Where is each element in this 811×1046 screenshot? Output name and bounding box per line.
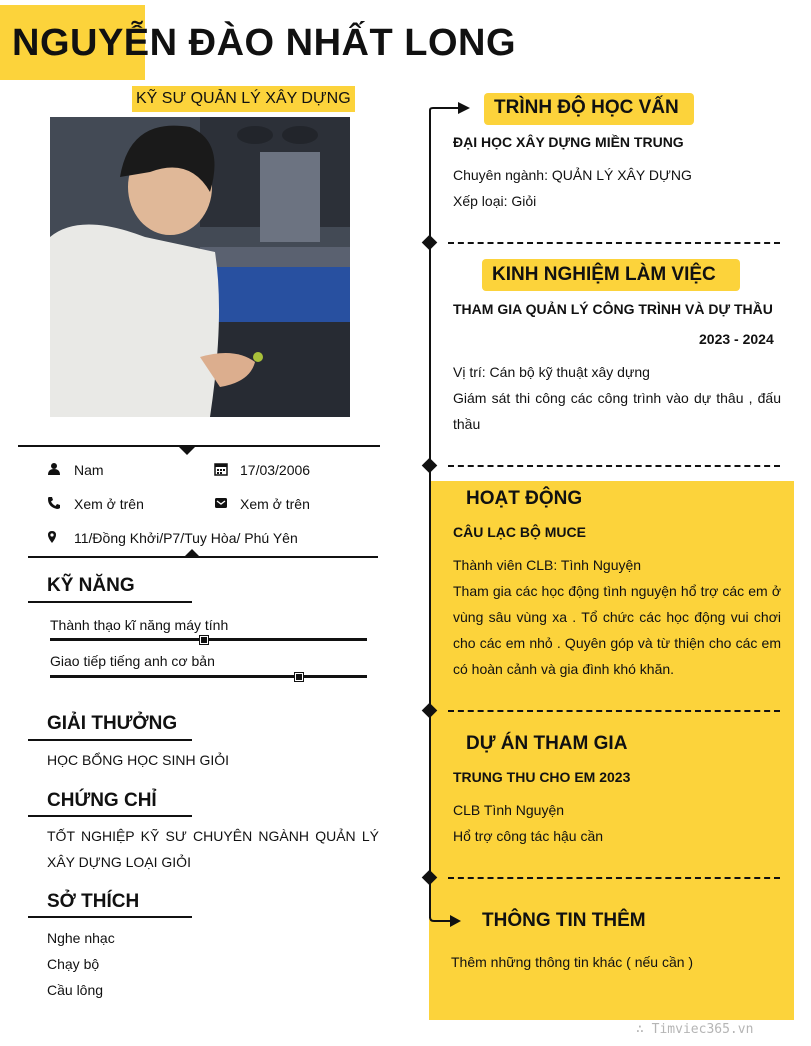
experience-heading: KINH NGHIỆM LÀM VIỆC	[492, 264, 716, 285]
skill-bar	[50, 675, 367, 678]
extra-text: Thêm những thông tin khác ( nếu cần )	[451, 954, 694, 970]
hobby-item: Nghe nhạc	[47, 930, 115, 946]
hobby-item: Cầu lông	[47, 982, 104, 998]
profile-photo-illustration	[50, 117, 350, 417]
section-divider	[448, 465, 780, 467]
education-rank: Xếp loại: Giỏi	[453, 193, 537, 209]
experience-period: 2023 - 2024	[699, 331, 774, 347]
phone-value: Xem ở trên	[74, 496, 144, 512]
education-heading: TRÌNH ĐỘ HỌC VẤN	[494, 97, 679, 118]
hobby-item: Chạy bộ	[47, 956, 100, 972]
projects-org: CLB Tình Nguyện	[453, 802, 565, 818]
address-value: 11/Đồng Khởi/P7/Tuy Hòa/ Phú Yên	[74, 530, 298, 546]
section-divider	[448, 710, 780, 712]
skill-label: Thành thạo kĩ năng máy tính	[50, 617, 229, 633]
awards-text: HỌC BỔNG HỌC SINH GIỎI	[47, 752, 230, 768]
email-icon	[214, 496, 228, 510]
email-value: Xem ở trên	[240, 496, 310, 512]
candidate-name: NGUYỄN ĐÀO NHẤT LONG	[12, 22, 516, 64]
extra-heading: THÔNG TIN THÊM	[482, 910, 646, 931]
awards-heading-underline	[28, 739, 192, 741]
projects-role: Hổ trợ công tác hậu cần	[453, 828, 604, 844]
location-icon	[45, 530, 59, 544]
projects-heading: DỰ ÁN THAM GIA	[466, 733, 628, 754]
birthday-value: 17/03/2006	[240, 462, 311, 478]
info-bottom-divider	[28, 556, 378, 558]
calendar-icon	[214, 462, 228, 476]
activities-heading: HOẠT ĐỘNG	[466, 488, 583, 509]
info-top-pointer	[179, 447, 195, 455]
section-divider	[448, 242, 780, 244]
job-title: KỸ SƯ QUẢN LÝ XÂY DỰNG	[132, 86, 355, 112]
watermark: ∴ Timviec365.vn	[636, 1022, 754, 1037]
timeline-node	[422, 458, 438, 474]
skill-level-knob[interactable]	[199, 635, 209, 645]
skill-level-knob[interactable]	[294, 672, 304, 682]
hobbies-heading-underline	[28, 916, 192, 918]
arrow-right-icon	[428, 905, 464, 935]
activities-description: Tham gia các học động tình nguyện hổ trợ các em ở vùng sâu vùng xa . Tổ chức các học động vui chơi cho các em nhỏ . Quyên góp và từ thiện cho các em có hoàn cảnh và gia đình khó khăn.	[453, 583, 781, 677]
arrow-right-icon	[428, 100, 472, 124]
user-icon	[47, 462, 61, 476]
projects-name: TRUNG THU CHO EM 2023	[453, 769, 631, 785]
education-major: Chuyên ngành: QUẢN LÝ XÂY DỰNG	[453, 167, 692, 183]
gender-value: Nam	[74, 462, 104, 478]
activities-role: Thành viên CLB: Tình Nguyện	[453, 557, 642, 573]
experience-description: Giám sát thi công các công trình vào dự thâu , đấu thầu	[453, 390, 781, 432]
skills-heading-underline	[28, 601, 192, 603]
phone-icon	[47, 496, 61, 510]
certificates-text: TỐT NGHIỆP KỸ SƯ CHUYÊN NGÀNH QUẢN LÝ XÂY DỰNG LOẠI GIỎI	[47, 828, 379, 870]
certificates-heading-underline	[28, 815, 192, 817]
timeline-node	[422, 235, 438, 251]
experience-position: Vị trí: Cán bộ kỹ thuật xây dựng	[453, 364, 650, 380]
certificates-heading: CHỨNG CHỈ	[47, 790, 157, 811]
experience-company: THAM GIA QUẢN LÝ CÔNG TRÌNH VÀ DỰ THẦU	[453, 301, 773, 317]
activities-org: CÂU LẠC BỘ MUCE	[453, 524, 586, 540]
awards-heading: GIẢI THƯỞNG	[47, 713, 178, 734]
timeline-line	[429, 112, 431, 918]
hobbies-heading: SỞ THÍCH	[47, 891, 140, 912]
profile-photo	[50, 117, 350, 417]
section-divider	[448, 877, 780, 879]
skill-label: Giao tiếp tiếng anh cơ bản	[50, 653, 215, 669]
skills-heading: KỸ NĂNG	[47, 575, 135, 596]
info-top-divider	[18, 445, 380, 447]
education-school: ĐẠI HỌC XÂY DỰNG MIỀN TRUNG	[453, 134, 684, 150]
